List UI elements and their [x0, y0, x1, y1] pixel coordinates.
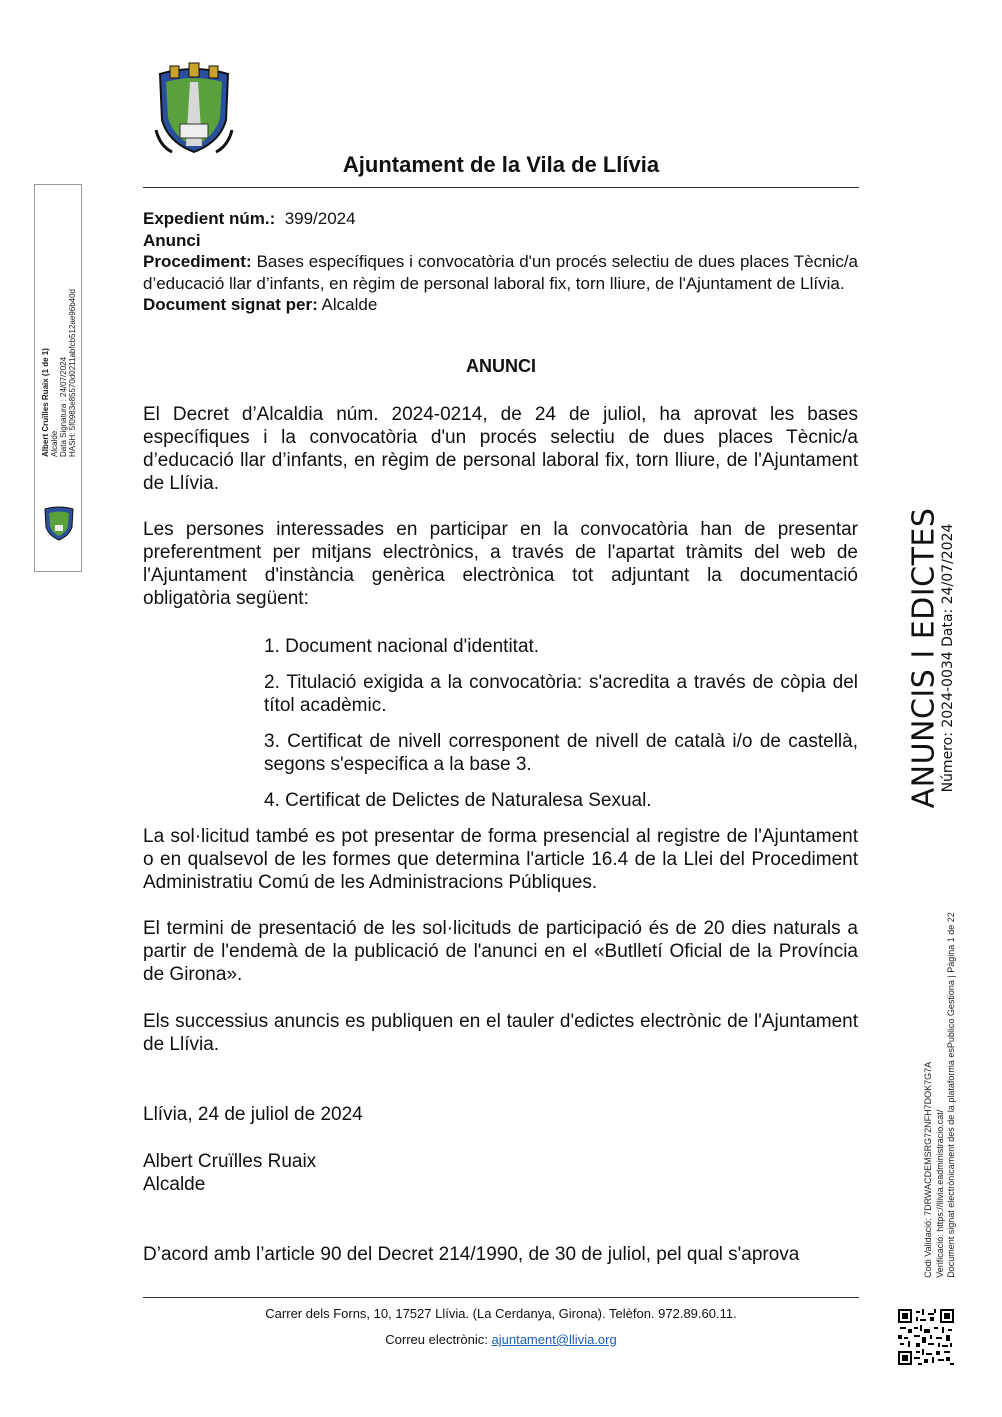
signed-by-value: Alcalde — [321, 295, 378, 314]
qr-code-icon[interactable] — [898, 1309, 954, 1365]
document-metadata — [143, 208, 858, 316]
body-paragraph: La sol·licitud també es pot presentar de forma presencial al registre de l'Ajuntament o en qualsevol de les formes que determina l'article 16.4 de la Llei del Procediment Administratiu Comú de les Administracions Públiques. — [143, 826, 858, 893]
stamp-hash: HASH: 5f0983e85570d0211abfcb512ae96b40d — [68, 289, 77, 457]
list-item: 2. Titulació exigida a la convocatòria: s'acredita a través de còpia del títol acadèmic. — [264, 672, 858, 716]
footer-address: Carrer dels Forns, 10, 17527 Llívia. (La Cerdanya, Girona). Telèfon. 972.89.60.11. — [265, 1306, 737, 1321]
document-type: Anunci — [143, 230, 201, 250]
page-title: Ajuntament de la Vila de Llívia — [342, 152, 660, 177]
verification-url[interactable]: Verificació: https://llivia.eadministracio.cat/ — [934, 1109, 945, 1278]
signature-stamp-text — [41, 289, 77, 457]
expedient-value: 399/2024 — [284, 209, 356, 228]
list-item: 1. Document nacional d'identitat. — [264, 636, 540, 657]
verification-platform: Document signat electrònicament des de la plataforma esPublico Gestiona | Pàgina 1 de 22 — [945, 912, 956, 1278]
body-paragraph: Els successius anuncis es publiquen en el tauler d'edictes electrònic de l'Ajuntament de Llívia. — [143, 1011, 858, 1055]
coat-of-arms-logo — [150, 60, 238, 156]
signer-role: Alcalde — [143, 1174, 206, 1195]
signature-stamp — [34, 184, 82, 572]
section-title: ANUNCI — [466, 356, 536, 376]
body-paragraph: El Decret d’Alcaldia núm. 2024-0214, de 24 de juliol, ha aprovat les bases específiques i la convocatòria d'un procés selectiu de dues places Tècnic/a d’educació llar d’infants, en règim de personal laboral fix, torn lliure, de l'Ajuntament de Llívia. — [143, 404, 858, 494]
expedient-label: Expedient núm.: — [143, 209, 276, 228]
stamp-coat-of-arms-icon — [41, 503, 77, 541]
footer-email-line — [143, 1332, 859, 1347]
procediment-label: Procediment: — [143, 252, 252, 271]
footer-email-label: Correu electrònic: — [385, 1332, 488, 1347]
list-item: 4. Certificat de Delictes de Naturalesa Sexual. — [264, 790, 652, 811]
signed-by-label: Document signat per: — [143, 295, 318, 314]
header-divider — [143, 187, 859, 188]
verification-code: Codi Validació: 7DRWACDEMSRG72NFH7DOK7G7A — [922, 1061, 933, 1278]
procediment-value: Bases específiques i convocatòria d'un procés selectiu de dues places Tècnic/a d’educació llar d’infants, en règim de personal laboral fix, torn lliure, de l'Ajuntament de Llívia. — [143, 252, 858, 293]
register-book-label: ANUNCIS I EDICTES — [906, 507, 942, 809]
signer-name: Albert Cruïlles Ruaix — [143, 1151, 317, 1172]
body-paragraph: El termini de presentació de les sol·licituds de participació és de 20 dies naturals a partir de l'endemà de la publicació de l'anunci en el «Butlletí Oficial de la Província de Girona». — [143, 918, 858, 985]
footer-divider — [143, 1297, 859, 1298]
register-number-date: Número: 2024-0034 Data: 24/07/2024 — [940, 523, 956, 793]
stamp-role: Alcalde — [50, 430, 59, 457]
list-item: 3. Certificat de nivell corresponent de nivell de català i/o de castellà, segons s'especifica a la base 3. — [264, 731, 858, 775]
stamp-signer: Albert Cruïlles Ruaix (1 de 1) — [41, 348, 50, 457]
place-date: Llívia, 24 de juliol de 2024 — [143, 1104, 363, 1125]
body-paragraph: Les persones interessades en participar en la convocatòria han de presentar preferentment per mitjans electrònics, a través de l'apartat tràmits del web de l'Ajuntament d'instància genèrica electrònica tot adjuntant la documentació obligatòria següent: — [143, 519, 858, 609]
verification-block — [923, 912, 958, 1278]
stamp-date: Data Signatura : 24/07/2024 — [59, 356, 68, 457]
footer-email-link[interactable]: ajuntament@llivia.org — [491, 1332, 617, 1347]
closing-fragment: D’acord amb l’article 90 del Decret 214/1990, de 30 de juliol, pel qual s'aprova — [143, 1244, 800, 1265]
